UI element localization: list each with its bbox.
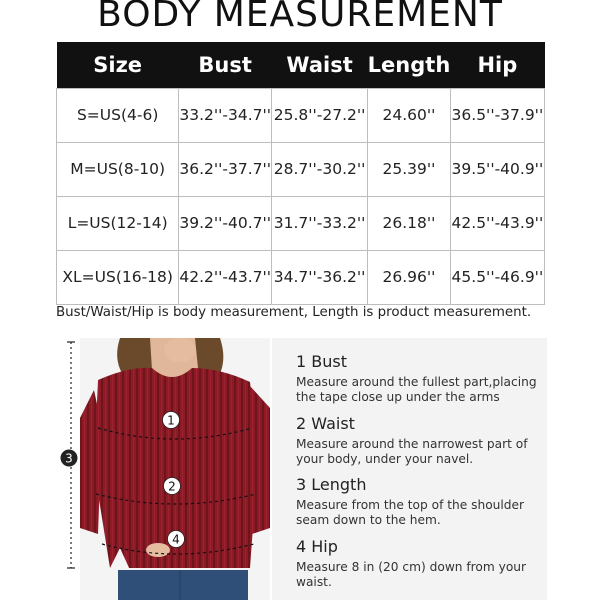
- step-title: 2 Waist: [296, 414, 355, 433]
- step-description: Measure around the narrowest part of your body, under your navel.: [296, 437, 528, 466]
- step-title: 1 Bust: [296, 352, 347, 371]
- table-row: [57, 142, 545, 196]
- table-row: [57, 88, 545, 142]
- page-title: BODY MEASUREMENT: [97, 0, 503, 35]
- cell-waist: 34.7''-36.2'': [272, 250, 368, 304]
- cell-size: XL=US(16-18): [57, 250, 179, 304]
- table-row: [57, 250, 545, 304]
- cell-bust: 42.2''-43.7'': [179, 250, 272, 304]
- cell-size: M=US(8-10): [57, 142, 179, 196]
- size-chart-table: [56, 42, 545, 305]
- step-title: 4 Hip: [296, 537, 338, 556]
- marker-3-label: 3: [65, 451, 73, 466]
- cell-bust: 39.2''-40.7'': [179, 196, 272, 250]
- marker-1-badge: [163, 412, 180, 429]
- measurement-instructions: [272, 338, 547, 600]
- step-description: Measure from the top of the shoulder seam down to the hem.: [296, 498, 525, 527]
- cell-hip: 45.5''-46.9'': [450, 250, 544, 304]
- measurement-note: Bust/Waist/Hip is body measurement, Length is product measurement.: [56, 305, 532, 320]
- cell-length: 26.96'': [368, 250, 451, 304]
- cell-length: 25.39'': [368, 142, 451, 196]
- step-length: [296, 475, 546, 527]
- header-hip: Hip: [450, 42, 544, 88]
- step-bust: [296, 352, 546, 404]
- step-title: 3 Length: [296, 475, 367, 494]
- table-header-row: [57, 42, 545, 88]
- step-description: Measure 8 in (20 cm) down from your waist.: [296, 560, 527, 589]
- cell-waist: 25.8''-27.2'': [272, 88, 368, 142]
- cell-hip: 42.5''-43.9'': [450, 196, 544, 250]
- cell-hip: 36.5''-37.9'': [450, 88, 544, 142]
- cell-waist: 31.7''-33.2'': [272, 196, 368, 250]
- marker-4-label: 4: [172, 532, 180, 547]
- table-row: [57, 196, 545, 250]
- header-length: Length: [368, 42, 451, 88]
- product-image: [80, 338, 270, 600]
- header-size: Size: [57, 42, 179, 88]
- cell-length: 26.18'': [368, 196, 451, 250]
- marker-1-label: 1: [167, 413, 175, 428]
- header-bust: Bust: [179, 42, 272, 88]
- step-description: Measure around the fullest part,placing the tape close up under the arms: [296, 375, 537, 404]
- marker-4-badge: [168, 531, 185, 548]
- cell-size: S=US(4-6): [57, 88, 179, 142]
- marker-2-badge: [164, 478, 181, 495]
- cell-hip: 39.5''-40.9'': [450, 142, 544, 196]
- cell-size: L=US(12-14): [57, 196, 179, 250]
- cell-bust: 33.2''-34.7'': [179, 88, 272, 142]
- header-waist: Waist: [272, 42, 368, 88]
- marker-2-label: 2: [168, 479, 176, 494]
- step-hip: [296, 537, 546, 589]
- cell-waist: 28.7''-30.2'': [272, 142, 368, 196]
- cell-length: 24.60'': [368, 88, 451, 142]
- step-waist: [296, 414, 546, 466]
- cell-bust: 36.2''-37.7'': [179, 142, 272, 196]
